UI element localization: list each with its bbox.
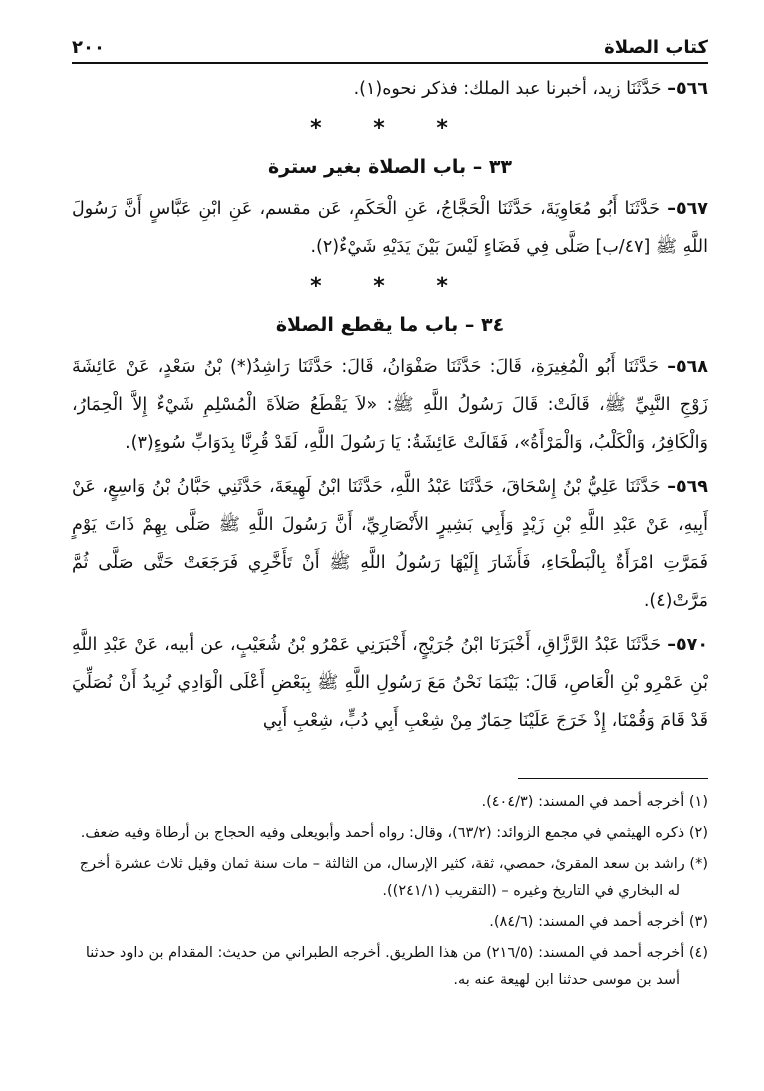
hadith-number: ٥٦٦– [667,79,708,99]
book-title: كتاب الصلاة [604,37,708,58]
footnote-separator [518,778,708,779]
page-number: ٢٠٠ [72,37,105,58]
hadith-570 [72,626,708,740]
hadith-number: ٥٦٩– [667,477,708,497]
hadith-568 [72,348,708,462]
page [72,30,708,1070]
footnote-star: (*) راشد بن سعد المقرئ، حمصي، ثقة، كثير الإرسال، من الثالثة – مات سنة ثمان وقيل ثلاث عشرة أخرج له البخاري في التاريخ وغيره – (التقريب (٢٤١/١)). [79,856,708,899]
hadith-number: ٥٦٧– [667,199,708,219]
hadith-569 [72,468,708,620]
chapter-heading-33: ٣٣ – باب الصلاة بغير سترة [267,156,513,178]
hadith-text: حَدَّثَنَا زيد، أخبرنا عبد الملك: فذكر نحوه(١). [353,79,662,99]
footnote-3: (٣) أخرجه أحمد في المسند: (٨٤/٦). [489,914,708,930]
hadith-number: ٥٦٨– [667,357,708,377]
hadith-567 [72,190,708,266]
footnote-1: (١) أخرجه أحمد في المسند: (٤٠٤/٣). [481,794,708,810]
separator-stars: * * * [310,116,470,141]
footnotes [72,789,708,994]
footnote-2: (٢) ذكره الهيثمي في مجمع الزوائد: (٦٣/٢)، وقال: رواه أحمد وأبويعلى وفيه الحجاج بن أرطاة وفيه ضعف. [80,825,708,841]
hadith-text: حَدَّثَنَا عَلِيُّ بْنُ إِسْحَاقَ، حَدَّثَنَا عَبْدُ اللَّهِ، حَدَّثَنَا ابْنُ لَهِيعَةَ، حَدَّثَنِي حَبَّانُ بْنُ وَاسِعٍ، عَنْ أَبِيهِ، عَنْ عَبْدِ اللَّهِ بْنِ زَيْدٍ وَأَبِي بَشِيرٍ الأَنْصَارِيِّ، أَنَّ رَسُولَ اللَّهِ ﷺ صَلَّى بِهِمْ ذَاتَ يَوْمٍ فَمَرَّتِ امْرَأَةٌ بِالْبَطْحَاءِ، فَأَشَارَ إِلَيْهَا رَسُولُ اللَّهِ ﷺ أَنْ تَأَخَّرِي فَرَجَعَتْ حَتَّى صَلَّى ثُمَّ مَرَّتْ(٤). [72,477,708,611]
separator-stars: * * * [310,274,470,299]
hadith-text: حَدَّثَنَا أَبُو الْمُغِيرَةِ، قَالَ: حَدَّثَنَا صَفْوَانُ، قَالَ: حَدَّثَنَا رَاشِدُ(*) بْنُ سَعْدٍ، عَنْ عَائِشَةَ زَوْجِ النَّبِيِّ ﷺ، قَالَتْ: قَالَ رَسُولُ اللَّهِ ﷺ: «لاَ يَقْطَعُ صَلاَةَ الْمُسْلِمِ شَيْءٌ إِلاَّ الْحِمَارُ، وَالْكَافِرُ، وَالْكَلْبُ، وَالْمَرْأَةُ»، فَقَالَتْ عَائِشَةُ: يَا رَسُولَ اللَّهِ، لَقَدْ قُرِنَّا بِدَوَابِّ سُوءٍ(٣). [72,357,708,453]
hadith-text: حَدَّثَنَا عَبْدُ الرَّزَّاقِ، أَخْبَرَنَا ابْنُ جُرَيْجٍ، أَخْبَرَنِي عَمْرُو بْنُ شُعَيْبٍ، عن أبيه، عَنْ عَبْدِ اللَّهِ بْنِ عَمْرِو بْنِ الْعَاصِ، قَالَ: بَيْنَمَا نَحْنُ مَعَ رَسُولِ اللَّهِ ﷺ بِبَعْضِ أَعْلَى الْوَادِي نُرِيدُ أَنْ نُصَلِّيَ قَدْ قَامَ وَقُمْنَا، إِذْ خَرَجَ عَلَيْنَا حِمَارٌ مِنْ شِعْبِ أَبِي دُبٍّ، شِعْبِ أَبِي [72,635,708,731]
main-text [72,70,708,740]
page-header [72,30,708,64]
hadith-566 [72,70,708,108]
footnote-4: (٤) أخرجه أحمد في المسند: (٢١٦/٥) من هذا الطريق. أخرجه الطبراني من حديث: المقدام بن داود حدثنا أسد بن موسى حدثنا ابن لهيعة عنه به. [85,945,708,988]
chapter-heading-34: ٣٤ – باب ما يقطع الصلاة [275,314,505,336]
hadith-number: ٥٧٠– [667,635,708,655]
hadith-text: حَدَّثَنَا أَبُو مُعَاوِيَةَ، حَدَّثَنَا الْحَجَّاجُ، عَنِ الْحَكَمِ، عَن مقسم، عَنِ ابْنِ عَبَّاسٍ أَنَّ رَسُولَ اللَّهِ ﷺ [٤٧/ب] صَلَّى فِي فَضَاءٍ لَيْسَ بَيْنَ يَدَيْهِ شَيْءٌ(٢). [72,199,708,257]
